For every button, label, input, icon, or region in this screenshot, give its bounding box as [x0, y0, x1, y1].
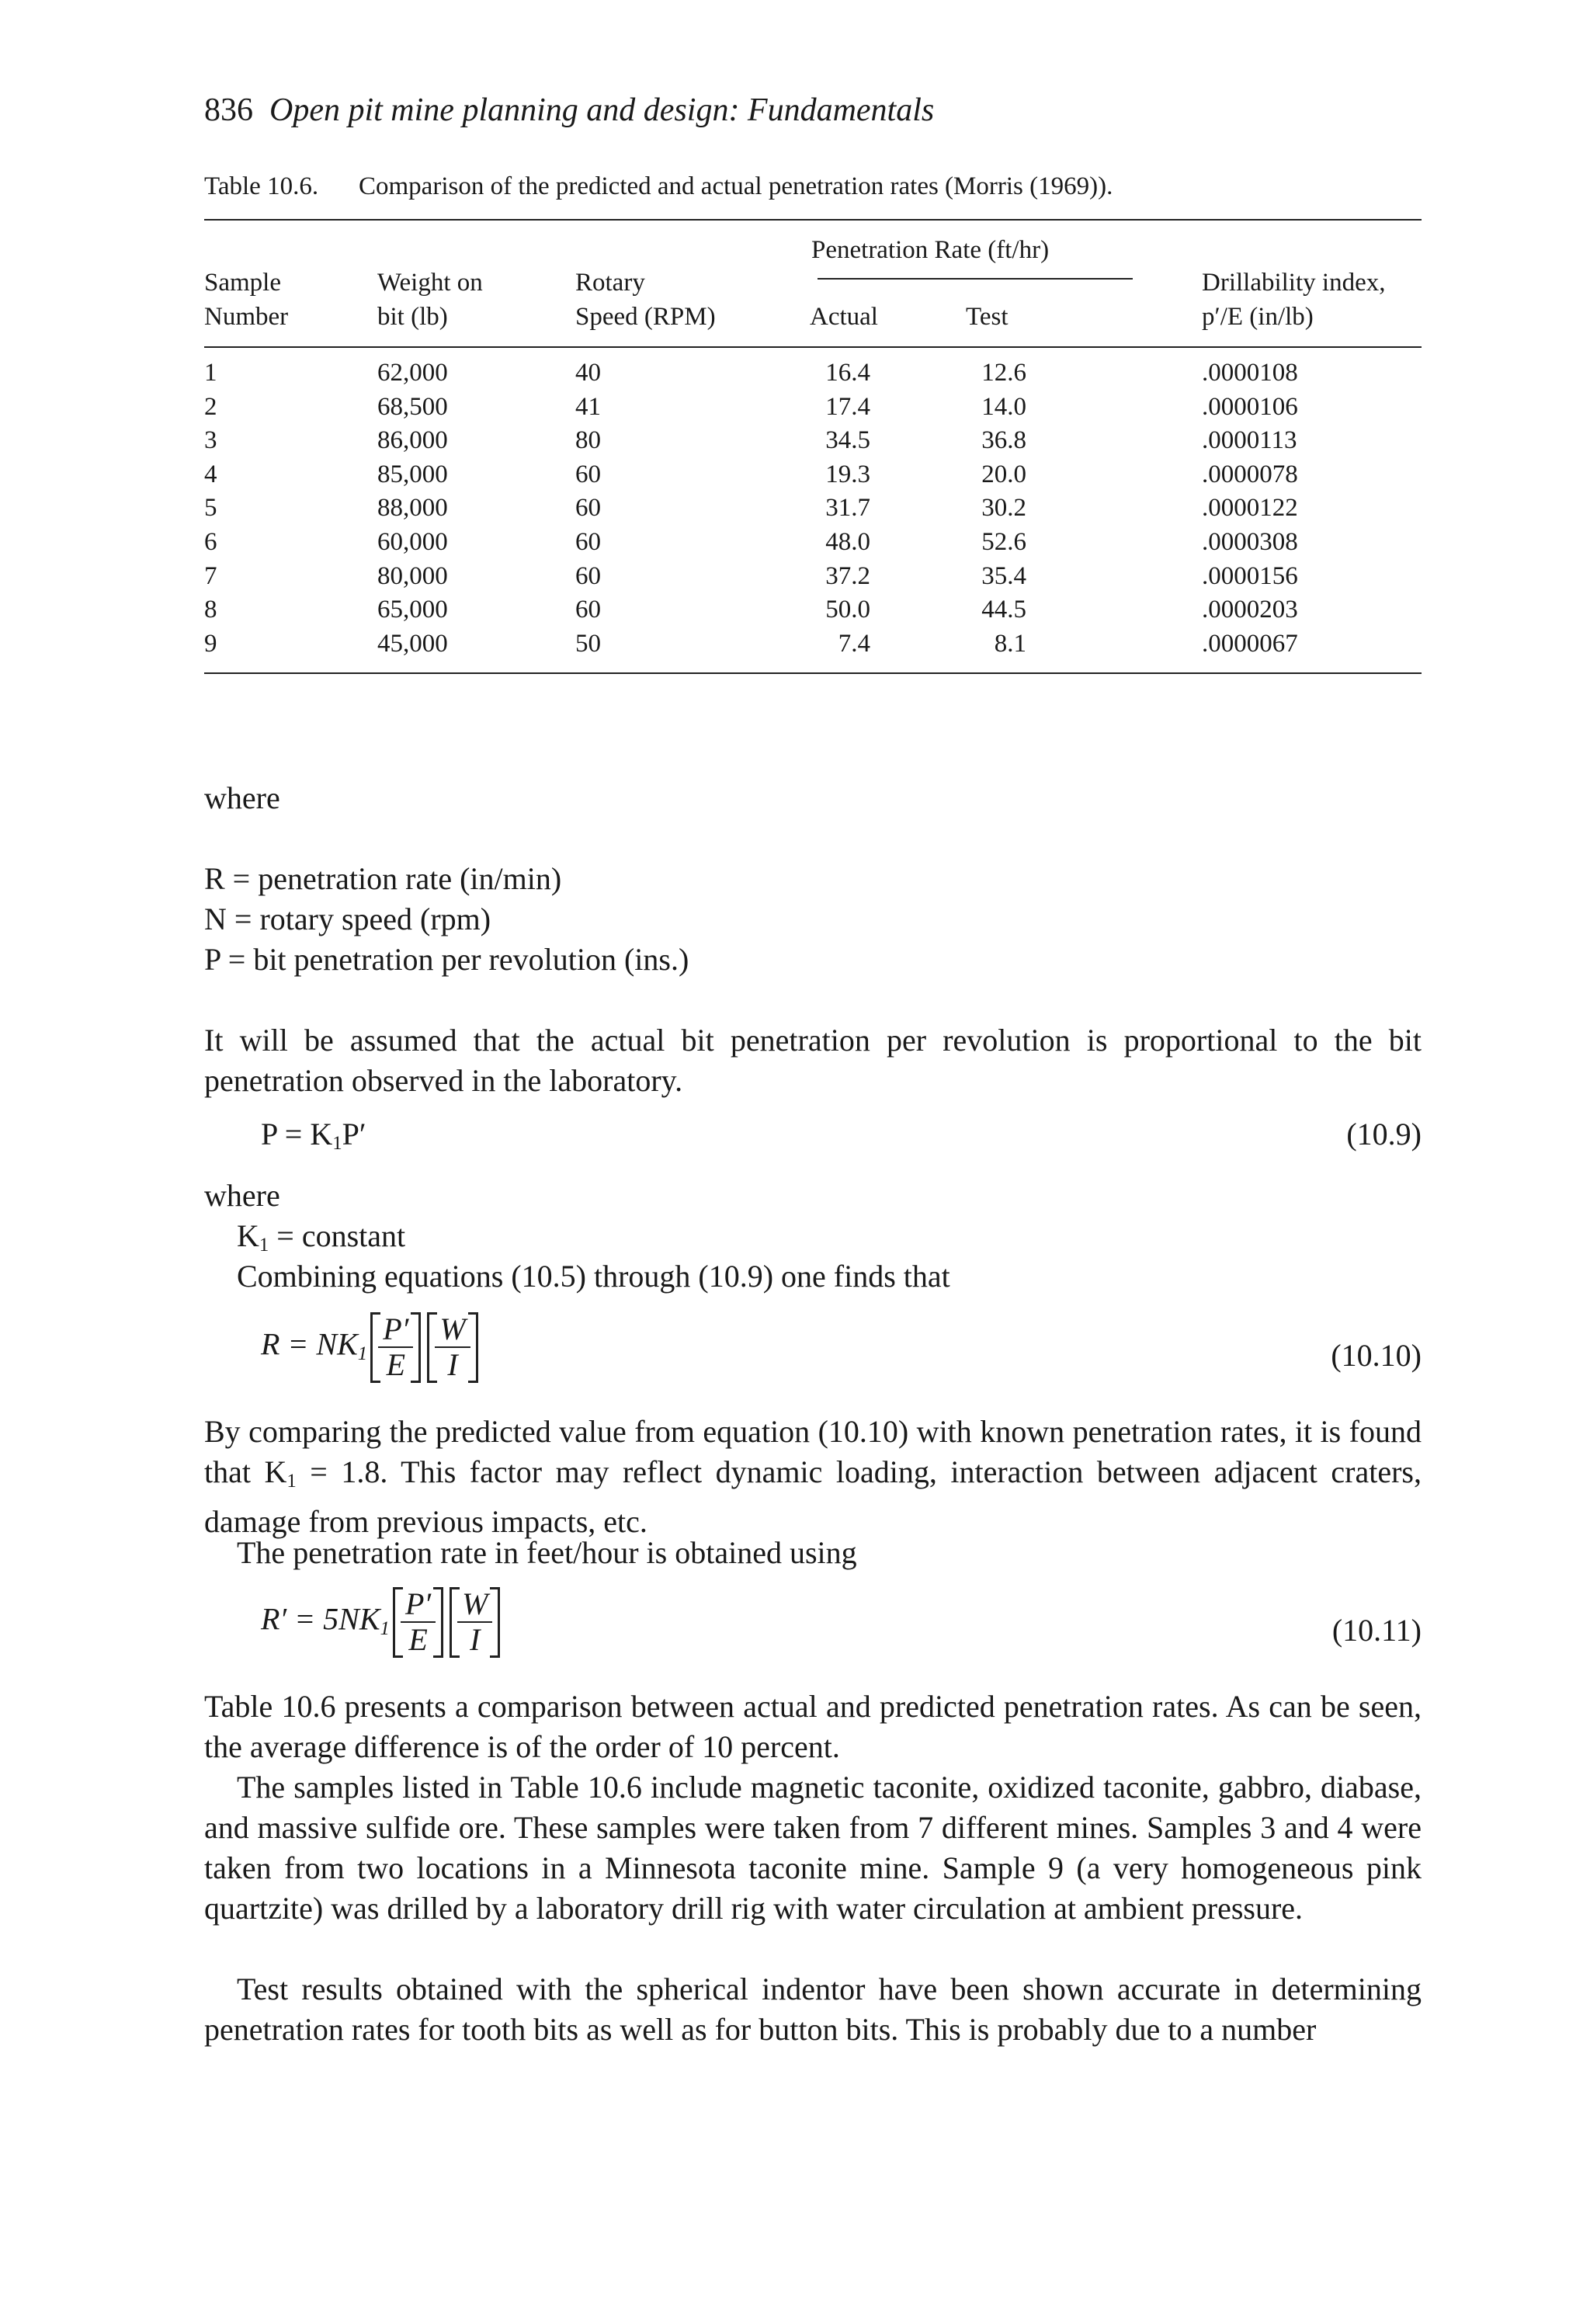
equation-number-10-11: (10.11) [1331, 1613, 1422, 1648]
col-header-test: Test [966, 303, 1009, 331]
cell-weight: 60,000 [377, 528, 448, 556]
table-caption [204, 172, 1113, 201]
col-header-actual: Actual [810, 303, 878, 331]
cell-actual: 17.4 [825, 392, 870, 421]
paragraph-table-comparison: Table 10.6 presents a comparison between actual and predicted penetration rates. As can be seen, the average difference is of the order of 10 percent. [204, 1689, 1422, 1764]
cell-index: .0000156 [1202, 561, 1298, 590]
cell-test: 20.0 [981, 460, 1026, 488]
cell-test: 52.6 [981, 528, 1026, 556]
col-header-sample: Sample Number [204, 269, 289, 331]
cell-sample: 9 [204, 629, 217, 658]
cell-test: 35.4 [981, 561, 1026, 590]
cell-actual: 31.7 [825, 494, 870, 523]
cell-index: .0000108 [1202, 359, 1298, 387]
cell-rpm: 60 [575, 528, 601, 556]
definition-n: N = rotary speed (rpm) [204, 901, 491, 936]
page-number: 836 [204, 92, 253, 128]
table-row [0, 562, 1590, 596]
cell-weight: 85,000 [377, 460, 448, 488]
table-top-rule [204, 219, 1422, 221]
equation-number-10-10: (10.10) [1331, 1338, 1422, 1373]
cell-sample: 7 [204, 561, 217, 590]
where-label-1: where [204, 780, 280, 815]
group-header-penetration-rate: Penetration Rate (ft/hr) [811, 236, 1050, 264]
table-row [0, 393, 1590, 427]
cell-index: .0000113 [1202, 426, 1297, 455]
table-row [0, 630, 1590, 664]
cell-rpm: 41 [575, 392, 601, 421]
cell-weight: 88,000 [377, 494, 448, 523]
cell-weight: 65,000 [377, 596, 448, 624]
table-row [0, 596, 1590, 630]
where-label-2: where [204, 1178, 280, 1213]
table-bottom-rule [204, 672, 1422, 674]
cell-actual: 7.4 [838, 629, 870, 658]
cell-weight: 80,000 [377, 561, 448, 590]
cell-rpm: 60 [575, 596, 601, 624]
table-row [0, 359, 1590, 393]
book-title: Open pit mine planning and design: Fundamentals [269, 92, 935, 128]
cell-actual: 16.4 [825, 359, 870, 387]
cell-rpm: 40 [575, 359, 601, 387]
equation-10-9: $P = K_1P'$ [261, 1117, 366, 1155]
cell-actual: 48.0 [825, 528, 870, 556]
cell-test: 30.2 [981, 494, 1026, 523]
cell-index: .0000106 [1202, 392, 1298, 421]
equation-10-10: $R = NK_1$ $\frac{P'}{E}$ $\frac{W}{I}$ [261, 1312, 481, 1383]
cell-sample: 3 [204, 426, 217, 455]
cell-actual: 19.3 [825, 460, 870, 488]
table-row [0, 494, 1590, 528]
cell-sample: 6 [204, 528, 217, 556]
cell-test: 8.1 [994, 629, 1026, 658]
definition-p: P = bit penetration per revolution (ins.) [204, 942, 689, 977]
combining-sentence: Combining equations (10.5) through (10.9) one finds that [237, 1259, 950, 1294]
cell-weight: 45,000 [377, 629, 448, 658]
table-caption-text: Comparison of the predicted and actual penetration rates (Morris (1969)). [359, 172, 1113, 200]
cell-index: .0000067 [1202, 629, 1298, 658]
table-row [0, 426, 1590, 460]
table-header-rule [204, 346, 1422, 348]
cell-index: .0000308 [1202, 528, 1298, 556]
equation-10-11: $R' = 5NK_1$ $\frac{P'}{E}$ $\frac{W}{I}$ [261, 1587, 503, 1658]
cell-weight: 68,500 [377, 392, 448, 421]
cell-test: 14.0 [981, 392, 1026, 421]
paragraph-comparison: By comparing the predicted value from equation (10.10) with known penetration rates, it is found that $K_1 = 1.8$. This factor may reflect dynamic loading, interaction between adjacent craters, damage from previous impacts, etc. [204, 1414, 1422, 1540]
cell-rpm: 60 [575, 460, 601, 488]
table-body [0, 359, 1590, 669]
table-row [0, 460, 1590, 495]
cell-sample: 4 [204, 460, 217, 488]
feet-hour-sentence: The penetration rate in feet/hour is obtained using [237, 1535, 857, 1570]
cell-actual: 34.5 [825, 426, 870, 455]
definition-r: R = penetration rate (in/min) [204, 861, 562, 896]
equation-number-10-9: (10.9) [1346, 1117, 1422, 1152]
paragraph-test-results: Test results obtained with the spherical indentor have been shown accurate in determining penetration rates for tooth bits as well as for button bits. This is probably due to a number [204, 1971, 1422, 2047]
cell-weight: 62,000 [377, 359, 448, 387]
cell-sample: 5 [204, 494, 217, 523]
cell-sample: 2 [204, 392, 217, 421]
col-header-drillability: Drillability index, p′/E (in/lb) [1202, 269, 1386, 331]
col-header-weight: Weight on bit (lb) [377, 269, 483, 331]
table-number: Table 10.6. [204, 172, 319, 200]
definition-k1: $K_1$ = constant [237, 1218, 406, 1256]
cell-test: 44.5 [981, 596, 1026, 624]
cell-index: .0000078 [1202, 460, 1298, 488]
running-header [204, 92, 934, 129]
cell-rpm: 60 [575, 494, 601, 523]
cell-rpm: 80 [575, 426, 601, 455]
cell-rpm: 50 [575, 629, 601, 658]
cell-sample: 8 [204, 596, 217, 624]
cell-sample: 1 [204, 359, 217, 387]
cell-test: 12.6 [981, 359, 1026, 387]
cell-weight: 86,000 [377, 426, 448, 455]
paragraph-assumption: It will be assumed that the actual bit penetration per revolution is proportional to the bit penetration observed in the laboratory. [204, 1023, 1422, 1098]
cell-test: 36.8 [981, 426, 1026, 455]
col-header-rotary: Rotary Speed (RPM) [575, 269, 716, 331]
cell-rpm: 60 [575, 561, 601, 590]
cell-actual: 50.0 [825, 596, 870, 624]
cell-actual: 37.2 [825, 561, 870, 590]
cell-index: .0000203 [1202, 596, 1298, 624]
table-row [0, 528, 1590, 562]
cell-index: .0000122 [1202, 494, 1298, 523]
group-header-rule [818, 278, 1133, 280]
paragraph-samples: The samples listed in Table 10.6 include magnetic taconite, oxidized taconite, gabbro, diabase, and massive sulfide ore. These samples were taken from 7 different mines. Samples 3 and 4 were taken from two locations in a Minnesota taconite mine. Sample 9 (a very homogeneous pink quartzite) was drilled by a laboratory drill rig with water circulation at ambient pressure. [204, 1770, 1422, 1926]
